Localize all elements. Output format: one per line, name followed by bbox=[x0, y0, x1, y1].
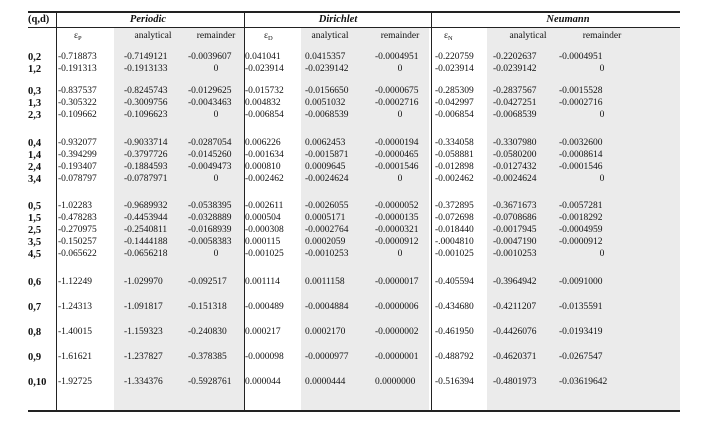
divider-qd bbox=[56, 11, 57, 411]
table-cell: -0.240830 bbox=[188, 327, 227, 337]
table-cell: -0.002462 bbox=[245, 174, 284, 184]
row-label: 0,3 bbox=[28, 86, 42, 97]
table-cell: -0.488792 bbox=[435, 352, 474, 362]
table-cell: 0.000044 bbox=[245, 377, 281, 387]
table-cell: -0.0008614 bbox=[559, 150, 603, 160]
table-cell: -.0004810 bbox=[435, 237, 474, 247]
table-cell: -0.305322 bbox=[58, 98, 97, 108]
table-cell: -0.0017945 bbox=[493, 225, 537, 235]
table-cell: -0.072698 bbox=[435, 213, 474, 223]
table-cell: -0.4620371 bbox=[493, 352, 537, 362]
table-cell: -0.516394 bbox=[435, 377, 474, 387]
table-cell: -0.0708686 bbox=[493, 213, 537, 223]
table-cell: -0.4453944 bbox=[124, 213, 168, 223]
table-cell: -0.0049473 bbox=[188, 162, 232, 172]
table-cell: -0.015732 bbox=[245, 86, 284, 96]
table-cell: -0.042997 bbox=[435, 98, 474, 108]
row-label: 0,5 bbox=[28, 201, 42, 212]
table-cell: -0.2202637 bbox=[493, 52, 537, 62]
table-cell: -0.0018292 bbox=[559, 213, 603, 223]
table-cell: -0.434680 bbox=[435, 302, 474, 312]
eps-d-label: $\varepsilon_D$ bbox=[264, 31, 273, 42]
table-cell: -0.5928761 bbox=[188, 377, 232, 387]
table-cell: -0.0000321 bbox=[375, 225, 419, 235]
table-cell: -1.40015 bbox=[58, 327, 93, 337]
row-label: 2,5 bbox=[28, 225, 42, 236]
row-label: 0,10 bbox=[28, 377, 47, 388]
table-cell: -0.0002764 bbox=[305, 225, 349, 235]
table-cell: 0.0051032 bbox=[305, 98, 346, 108]
table-cell: -0.932077 bbox=[58, 138, 97, 148]
neumann-analytical-header: analytical bbox=[509, 31, 547, 41]
table-cell: -0.9689932 bbox=[124, 201, 168, 211]
table-cell: -1.091817 bbox=[124, 302, 163, 312]
table-cell: -0.03619642 bbox=[559, 377, 608, 387]
table-cell: -0.0039607 bbox=[188, 52, 232, 62]
row-label: 1,5 bbox=[28, 213, 42, 224]
table-cell: -0.1913133 bbox=[124, 64, 168, 74]
table-cell: -0.0026055 bbox=[305, 201, 349, 211]
table-cell: -0.0787971 bbox=[124, 174, 168, 184]
table-cell: 0.041041 bbox=[245, 52, 281, 62]
table-cell: -0.0000135 bbox=[375, 213, 419, 223]
table-cell: 0 bbox=[599, 249, 605, 259]
table-cell: 0 bbox=[397, 64, 403, 74]
table-cell: -1.02283 bbox=[58, 201, 93, 211]
table-cell: -0.092517 bbox=[188, 277, 227, 287]
table-cell: -0.0001546 bbox=[559, 162, 603, 172]
table-cell: -0.0193419 bbox=[559, 327, 603, 337]
table-cell: -0.3009756 bbox=[124, 98, 168, 108]
table-cell: -0.0004951 bbox=[559, 52, 603, 62]
table-cell: -0.058881 bbox=[435, 150, 474, 160]
table-cell: -0.4211207 bbox=[493, 302, 537, 312]
table-cell: -0.0000977 bbox=[305, 352, 349, 362]
table-cell: -1.159323 bbox=[124, 327, 163, 337]
table-cell: -0.0000001 bbox=[375, 352, 419, 362]
table-cell: 0.000115 bbox=[245, 237, 281, 247]
table-cell: 0.0011158 bbox=[305, 277, 345, 287]
table-cell: -0.0287054 bbox=[188, 138, 232, 148]
table-cell: -0.151318 bbox=[188, 302, 227, 312]
periodic-analytical-header: analytical bbox=[134, 31, 172, 41]
table-cell: 0 bbox=[397, 110, 403, 120]
table-cell: -0.023914 bbox=[435, 64, 474, 74]
row-label: 0,2 bbox=[28, 52, 42, 63]
row-label: 4,5 bbox=[28, 249, 42, 260]
table-cell: -0.000308 bbox=[245, 225, 284, 235]
table-cell: -0.0001546 bbox=[375, 162, 419, 172]
table-cell: 0.000810 bbox=[245, 162, 281, 172]
table-cell: 0.0002059 bbox=[305, 237, 346, 247]
table-cell: -0.0427251 bbox=[493, 98, 537, 108]
table-cell: -0.0010253 bbox=[305, 249, 349, 259]
table-cell: -0.372895 bbox=[435, 201, 474, 211]
table-cell: -0.0015871 bbox=[305, 150, 349, 160]
table-cell: -0.0000912 bbox=[559, 237, 603, 247]
table-cell: -0.270975 bbox=[58, 225, 97, 235]
table-cell: -0.0145260 bbox=[188, 150, 232, 160]
table-cell: -0.1096623 bbox=[124, 110, 168, 120]
table-cell: -0.394299 bbox=[58, 150, 97, 160]
table-cell: -0.018440 bbox=[435, 225, 474, 235]
table-cell: -0.0168939 bbox=[188, 225, 232, 235]
table-cell: -0.0047190 bbox=[493, 237, 537, 247]
table-cell: -0.220759 bbox=[435, 52, 474, 62]
table-cell: -0.0024624 bbox=[305, 174, 349, 184]
table-cell: -0.006854 bbox=[435, 110, 474, 120]
table-cell: -0.0002716 bbox=[375, 98, 419, 108]
table-cell: -0.193407 bbox=[58, 162, 97, 172]
table-cell: -0.4801973 bbox=[493, 377, 537, 387]
table-cell: -0.0068539 bbox=[305, 110, 349, 120]
table-cell: -0.0000465 bbox=[375, 150, 419, 160]
table-cell: -0.3964942 bbox=[493, 277, 537, 287]
top-rule bbox=[28, 11, 680, 13]
table-cell: -0.3307980 bbox=[493, 138, 537, 148]
row-label: 0,8 bbox=[28, 327, 42, 338]
table-cell: -0.718873 bbox=[58, 52, 97, 62]
row-label: 3,5 bbox=[28, 237, 42, 248]
header-rule bbox=[28, 27, 680, 28]
table-cell: -0.001025 bbox=[245, 249, 284, 259]
table-cell: -0.0000912 bbox=[375, 237, 419, 247]
table-cell: -0.0656218 bbox=[124, 249, 168, 259]
table-cell: -0.002611 bbox=[245, 201, 284, 211]
table-cell: -0.0000002 bbox=[375, 327, 419, 337]
table-cell: -0.065622 bbox=[58, 249, 97, 259]
table-cell: -0.378385 bbox=[188, 352, 227, 362]
table-cell: -0.0000006 bbox=[375, 302, 419, 312]
table-cell: -0.006854 bbox=[245, 110, 284, 120]
row-label: 2,3 bbox=[28, 110, 42, 121]
row-label: 2,4 bbox=[28, 162, 42, 173]
row-label: 0,7 bbox=[28, 302, 42, 313]
table-cell: 0 bbox=[213, 249, 219, 259]
table-cell: -0.9033714 bbox=[124, 138, 168, 148]
table-cell: -0.000098 bbox=[245, 352, 284, 362]
table-cell: -0.3797726 bbox=[124, 150, 168, 160]
table-cell: -0.4426076 bbox=[493, 327, 537, 337]
group-neumann: Neumann bbox=[546, 14, 590, 25]
table-cell: -0.0068539 bbox=[493, 110, 537, 120]
row-label: 1,2 bbox=[28, 64, 42, 75]
table-cell: -0.0002716 bbox=[559, 98, 603, 108]
table-cell: -0.0058383 bbox=[188, 237, 232, 247]
dirichlet-remainder-header: remainder bbox=[380, 31, 420, 41]
table-cell: 0 bbox=[599, 174, 605, 184]
table-cell: -0.0239142 bbox=[493, 64, 537, 74]
table-cell: -0.0043463 bbox=[188, 98, 232, 108]
table-cell: -1.237827 bbox=[124, 352, 163, 362]
group-periodic: Periodic bbox=[129, 14, 167, 25]
table-cell: -0.0129625 bbox=[188, 86, 232, 96]
table-cell: -0.285309 bbox=[435, 86, 474, 96]
table-cell: -0.0004884 bbox=[305, 302, 349, 312]
table-cell: 0 bbox=[397, 249, 403, 259]
row-label: 0,4 bbox=[28, 138, 42, 149]
table-cell: -0.0091000 bbox=[559, 277, 603, 287]
table-cell: -0.0057281 bbox=[559, 201, 603, 211]
table-cell: -0.334058 bbox=[435, 138, 474, 148]
corner-label: (q,d) bbox=[28, 14, 50, 25]
table-cell: 0.0000000 bbox=[375, 377, 416, 387]
table-cell: -0.1884593 bbox=[124, 162, 168, 172]
table-cell: -0.8245743 bbox=[124, 86, 168, 96]
table-cell: 0.0415357 bbox=[305, 52, 346, 62]
table-cell: -0.478283 bbox=[58, 213, 97, 223]
table-cell: -0.2540811 bbox=[124, 225, 168, 235]
table-cell: -0.0156650 bbox=[305, 86, 349, 96]
table-cell: -0.000489 bbox=[245, 302, 284, 312]
table-cell: -0.002462 bbox=[435, 174, 474, 184]
table-cell: -0.0004951 bbox=[375, 52, 419, 62]
table-cell: 0.0005171 bbox=[305, 213, 346, 223]
dirichlet-analytical-header: analytical bbox=[311, 31, 349, 41]
table-cell: 0.004832 bbox=[245, 98, 281, 108]
table-cell: 0.0000444 bbox=[305, 377, 346, 387]
table-cell: 0.0002170 bbox=[305, 327, 346, 337]
table-cell: -0.837537 bbox=[58, 86, 97, 96]
table-cell: -0.109662 bbox=[58, 110, 97, 120]
table-cell: -1.029970 bbox=[124, 277, 163, 287]
table-cell: 0.006226 bbox=[245, 138, 281, 148]
table-cell: -0.461950 bbox=[435, 327, 474, 337]
table-cell: -0.0004959 bbox=[559, 225, 603, 235]
table-cell: -0.7149121 bbox=[124, 52, 168, 62]
table-cell: 0 bbox=[213, 174, 219, 184]
eps-n-label: $\varepsilon_N$ bbox=[444, 31, 453, 42]
table-cell: -0.0580200 bbox=[493, 150, 537, 160]
table-cell: -0.0032600 bbox=[559, 138, 603, 148]
table-cell: 0.001114 bbox=[245, 277, 280, 287]
row-label: 0,6 bbox=[28, 277, 42, 288]
table-cell: -1.92725 bbox=[58, 377, 93, 387]
table-cell: 0.000217 bbox=[245, 327, 281, 337]
row-label: 0,9 bbox=[28, 352, 42, 363]
table-cell: 0 bbox=[599, 64, 605, 74]
table-cell: 0 bbox=[213, 64, 219, 74]
table-cell: 0.0062453 bbox=[305, 138, 346, 148]
table-cell: -0.0015528 bbox=[559, 86, 603, 96]
table-cell: -0.0267547 bbox=[559, 352, 603, 362]
table-cell: -0.0000194 bbox=[375, 138, 419, 148]
table-cell: -1.334376 bbox=[124, 377, 163, 387]
row-label: 3,4 bbox=[28, 174, 42, 185]
neumann-remainder-header: remainder bbox=[582, 31, 622, 41]
table-cell: -0.405594 bbox=[435, 277, 474, 287]
table-cell: 0 bbox=[599, 110, 605, 120]
table-cell: -0.0239142 bbox=[305, 64, 349, 74]
table-cell: -0.1444188 bbox=[124, 237, 168, 247]
table-cell: -0.0538395 bbox=[188, 201, 232, 211]
row-label: 1,4 bbox=[28, 150, 42, 161]
group-dirichlet: Dirichlet bbox=[318, 14, 358, 25]
bottom-rule bbox=[28, 410, 680, 412]
table-cell: -1.61621 bbox=[58, 352, 93, 362]
table-cell: 0.0009645 bbox=[305, 162, 346, 172]
table-cell: 0 bbox=[213, 110, 219, 120]
table-cell: -0.0000017 bbox=[375, 277, 419, 287]
table-cell: -0.0000675 bbox=[375, 86, 419, 96]
table-cell: -1.24313 bbox=[58, 302, 93, 312]
table-cell: -0.001634 bbox=[245, 150, 284, 160]
periodic-remainder-header: remainder bbox=[196, 31, 236, 41]
table-cell: 0.000504 bbox=[245, 213, 281, 223]
table-cell: -0.012898 bbox=[435, 162, 474, 172]
table-cell: -0.023914 bbox=[245, 64, 284, 74]
table-cell: -0.0127432 bbox=[493, 162, 537, 172]
table-cell: -0.001025 bbox=[435, 249, 474, 259]
row-label: 1,3 bbox=[28, 98, 42, 109]
eps-p-label: $\varepsilon_P$ bbox=[74, 31, 82, 42]
table-cell: -0.0000052 bbox=[375, 201, 419, 211]
table-cell: -0.0135591 bbox=[559, 302, 603, 312]
table-cell: 0 bbox=[397, 174, 403, 184]
table-cell: -0.150257 bbox=[58, 237, 97, 247]
table-cell: -0.2837567 bbox=[493, 86, 537, 96]
table-cell: -0.078797 bbox=[58, 174, 97, 184]
results-table bbox=[28, 0, 680, 431]
table-cell: -0.0024624 bbox=[493, 174, 537, 184]
divider-dirichlet bbox=[431, 11, 432, 411]
table-cell: -0.191313 bbox=[58, 64, 97, 74]
table-cell: -0.0010253 bbox=[493, 249, 537, 259]
table-cell: -0.3671673 bbox=[493, 201, 537, 211]
table-cell: -0.0328889 bbox=[188, 213, 232, 223]
table-cell: -1.12249 bbox=[58, 277, 93, 287]
